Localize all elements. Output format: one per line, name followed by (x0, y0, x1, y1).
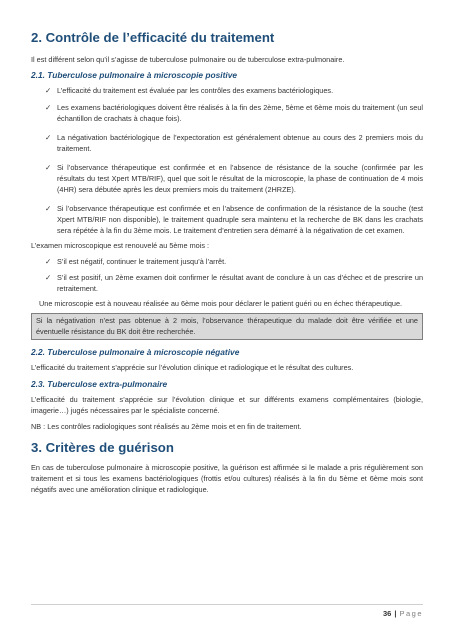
subsection-2-3-heading: 2.3. Tuberculose extra-pulmonaire (31, 379, 168, 389)
list-item: ✓ S’il est positif, un 2ème examen doit confirmer le résultat avant de conclure à un cas d’échec et de prescrire un retraitement. (45, 273, 423, 293)
checkmark-icon: ✓ (45, 273, 52, 282)
checkmark-icon: ✓ (45, 163, 52, 172)
subsection-2-3-text: L’efficacité du traitement s’apprécie sur l’évolution clinique et sur différents examens complémentaires (biologie, imagerie…) jugés nécessaires par le spécialiste concerné. (31, 395, 423, 415)
list-item: ✓ La négativation bactériologique de l’expectoration est généralement obtenue au cours des 2 premiers mois du traitement. (45, 133, 423, 153)
section-2-intro: Il est différent selon qu’il s’agisse de tuberculose pulmonaire ou de tuberculose extra-pulmonaire. (31, 55, 345, 64)
subsection-2-1-list (31, 85, 423, 236)
checkmark-icon: ✓ (45, 204, 52, 213)
subsection-2-2-heading: 2.2. Tuberculose pulmonaire à microscopie négative (31, 347, 240, 357)
page-number-label (383, 609, 423, 618)
checkmark-icon: ✓ (45, 257, 52, 266)
list-item: ✓ L’efficacité du traitement est évaluée par les contrôles des examens bactériologiques. (45, 86, 334, 95)
subsection-2-2-text: L’efficacité du traitement s’apprécie sur l’évolution clinique et radiologique et le résultat des cultures. (31, 363, 354, 372)
subsection-2-1-heading: 2.1. Tuberculose pulmonaire à microscopie positive (31, 70, 238, 80)
exam-again-text: Une microscopie est à nouveau réalisée au 6ème mois pour déclarer le patient guéri ou en échec thérapeutique. (39, 299, 403, 308)
section-3-text: En cas de tuberculose pulmonaire à microscopie positive, la guérison est affirmée si le malade a pris régulièrement son traitement et si tous les examens bactériologiques (frottis et/ou cultures) réalisés à la fin du 5ème et 6ème mois sont négatifs avec une amélioration clinique et radiologique. (31, 463, 423, 494)
checkmark-icon: ✓ (45, 103, 52, 112)
page-number: 36 (383, 609, 392, 618)
list-item: ✓ Si l’observance thérapeutique est confirmée et en l’absence de confirmation de la résistance de la souche (test Xpert MTB/RIF non disponible), le traitement quadruple sera maintenu et la recherche de BK dans les crachats sera répétée à la fin du 3ème mois. Le traitement d’entretien sera démarré à la négativation de cet examen. (45, 204, 423, 235)
exam-renewed-text: L’examen microscopique est renouvelé au 5ème mois : (31, 241, 210, 250)
checkmark-icon: ✓ (45, 133, 52, 142)
section-2-heading: 2. Contrôle de l’efficacité du traitement (31, 30, 275, 45)
list-item: ✓ Les examens bactériologiques doivent être réalisés à la fin des 2ème, 5ème et 6ème mois du traitement (un seul échantillon de crachats à chaque fois). (45, 103, 423, 123)
document-body (31, 30, 423, 500)
footer-separator: | (394, 609, 397, 618)
list-item: ✓ S’il est négatif, continuer le traitement jusqu’à l’arrêt. (45, 257, 227, 266)
exam-list (31, 256, 423, 294)
page-word: Page (399, 609, 423, 618)
note-box: Si la négativation n’est pas obtenue à 2 mois, l’observance thérapeutique du malade doit être vérifiée et une éventuelle résistance du BK doit être recherchée. (31, 313, 423, 340)
checkmark-icon: ✓ (45, 86, 52, 95)
page-footer (31, 604, 423, 618)
list-item: ✓ Si l’observance thérapeutique est confirmée et en l’absence de résistance de la souche (confirmée par les résultats du test Xpert MTB/RIF), quel que soit le résultat de la microscopie, la phase de continuation de 4 mois (4HR) sera débutée après les deux premiers mois du traitement (2HRZE). (45, 163, 423, 194)
nb-text: NB : Les contrôles radiologiques sont réalisés au 2ème mois et en fin de traitement. (31, 422, 302, 431)
section-3-heading: 3. Critères de guérison (31, 440, 174, 455)
